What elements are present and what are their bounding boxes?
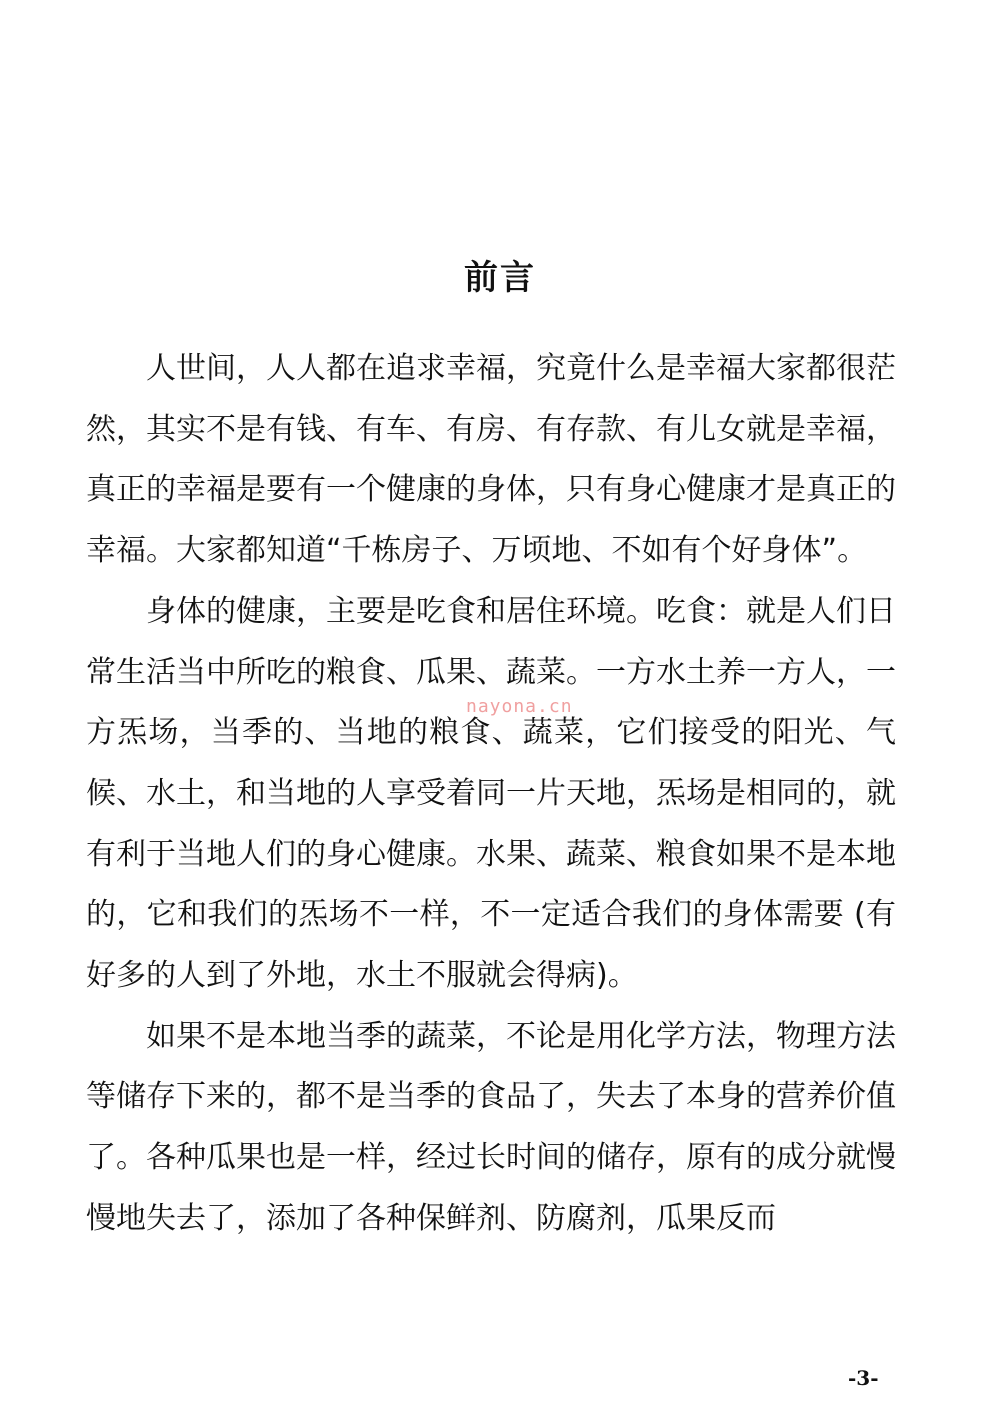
paragraph-3: 如果不是本地当季的蔬菜，不论是用化学方法，物理方法等储存下来的，都不是当季的食品了，失去了本身的营养价值了。各种瓜果也是一样，经过长时间的储存，原有的成分就慢慢地失去了，添加了各种保鲜剂、防腐剂，瓜果反而 xyxy=(86,1018,896,1236)
body-text xyxy=(86,339,896,1250)
watermark-text: nayona.cn xyxy=(466,696,573,717)
paragraph-2: 身体的健康，主要是吃食和居住环境。吃食：就是人们日常生活当中所吃的粮食、瓜果、蔬菜。一方水土养一方人，一方炁场，当季的、当地的粮食、蔬菜，它们接受的阳光、气候、水土，和当地的人享受着同一片天地，炁场是相同的，就有利于当地人们的身心健康。水果、蔬菜、粮食如果不是本地的，它和我们的炁场不一样，不一定适合我们的身体需要 (有好多的人到了外地，水土不服就会得病)。 xyxy=(86,593,896,994)
page-title: 前言 xyxy=(464,258,536,298)
page-number: -3- xyxy=(848,1366,879,1390)
paragraph-1: 人世间，人人都在追求幸福，究竟什么是幸福大家都很茫然，其实不是有钱、有车、有房、有存款、有儿女就是幸福，真正的幸福是要有一个健康的身体，只有身心健康才是真正的幸福。大家都知道“千栋房子、万顷地、不如有个好身体”。 xyxy=(86,351,896,569)
